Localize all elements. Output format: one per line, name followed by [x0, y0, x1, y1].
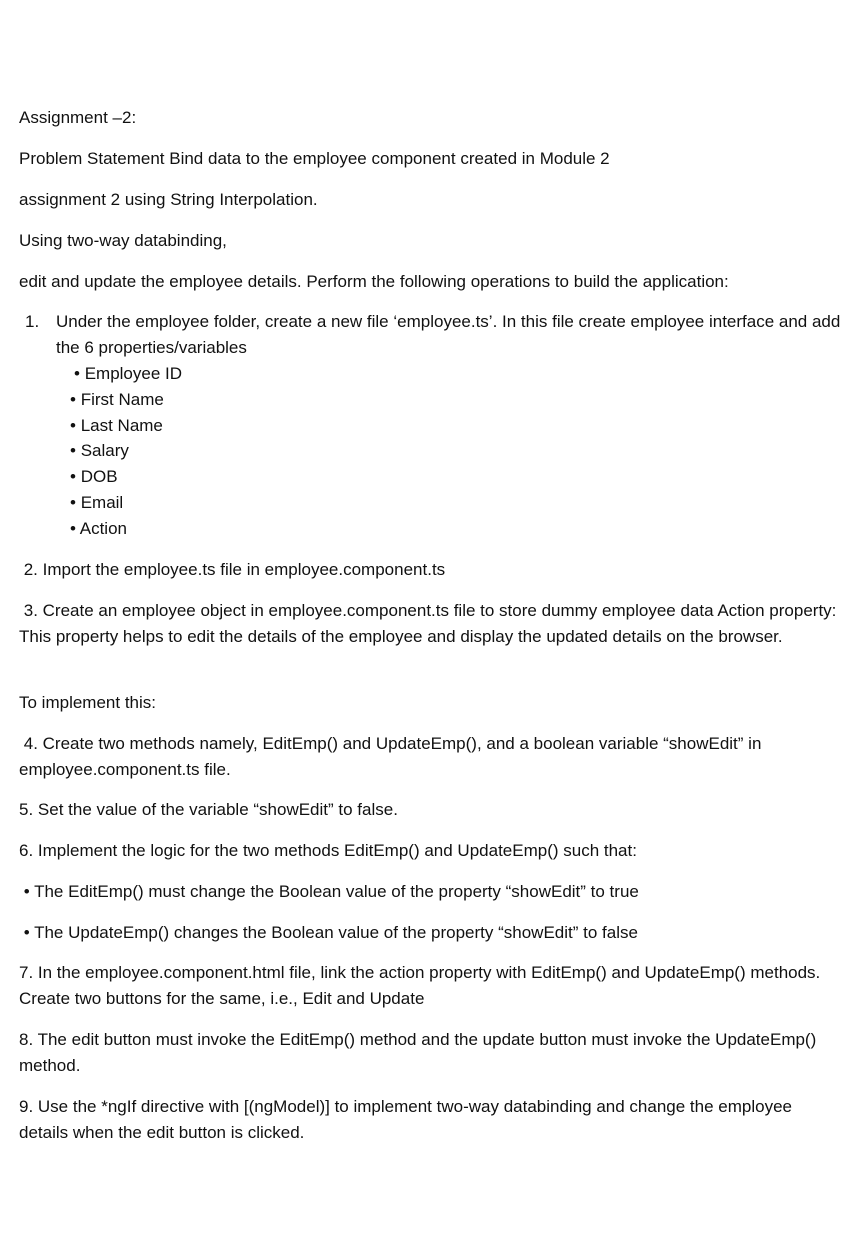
intro-line-2: assignment 2 using String Interpolation. [19, 190, 318, 209]
intro-line-4: edit and update the employee details. Perform the following operations to build the application: [19, 272, 729, 291]
property-action: • Action [70, 516, 182, 542]
property-dob: • DOB [70, 464, 182, 490]
property-email: • Email [70, 490, 182, 516]
step-6-bullet-editemp: • The EditEmp() must change the Boolean value of the property “showEdit” to true [19, 882, 639, 901]
step-8: 8. The edit button must invoke the EditEmp() method and the update button must invoke the UpdateEmp() method. [19, 1030, 817, 1075]
intro-line-3: Using two-way databinding, [19, 231, 227, 250]
property-last-name: • Last Name [70, 413, 182, 439]
step-1-number: 1. [25, 312, 40, 331]
step-6: 6. Implement the logic for the two methods EditEmp() and UpdateEmp() such that: [19, 841, 637, 860]
step-6-bullet-updateemp: • The UpdateEmp() changes the Boolean value of the property “showEdit” to false [19, 923, 638, 942]
property-employee-id: • Employee ID [74, 361, 182, 387]
step-9: 9. Use the *ngIf directive with [(ngModel)] to implement two-way databinding and change the employee details when the edit button is clicked. [19, 1097, 792, 1142]
property-salary: • Salary [70, 438, 182, 464]
step-1-text: Under the employee folder, create a new file ‘employee.ts’. In this file create employee interface and add the 6 properties/variables [56, 312, 841, 357]
step-3: 3. Create an employee object in employee.component.ts file to store dummy employee data Action property: This property helps to edit the details of the employee and display the updated details on the browser. [19, 601, 841, 646]
step-7: 7. In the employee.component.html file, link the action property with EditEmp() and UpdateEmp() methods. Create two buttons for the same, i.e., Edit and Update [19, 963, 821, 1008]
assignment-heading: Assignment –2: [19, 108, 137, 127]
step-5: 5. Set the value of the variable “showEdit” to false. [19, 800, 398, 819]
step-4: 4. Create two methods namely, EditEmp() and UpdateEmp(), and a boolean variable “showEdit” in employee.component.ts file. [19, 734, 767, 779]
intro-line-1: Problem Statement Bind data to the employee component created in Module 2 [19, 149, 610, 168]
to-implement-label: To implement this: [19, 693, 156, 712]
employee-properties-list [74, 361, 182, 542]
step-2: 2. Import the employee.ts file in employee.component.ts [19, 560, 446, 579]
property-first-name: • First Name [70, 387, 182, 413]
